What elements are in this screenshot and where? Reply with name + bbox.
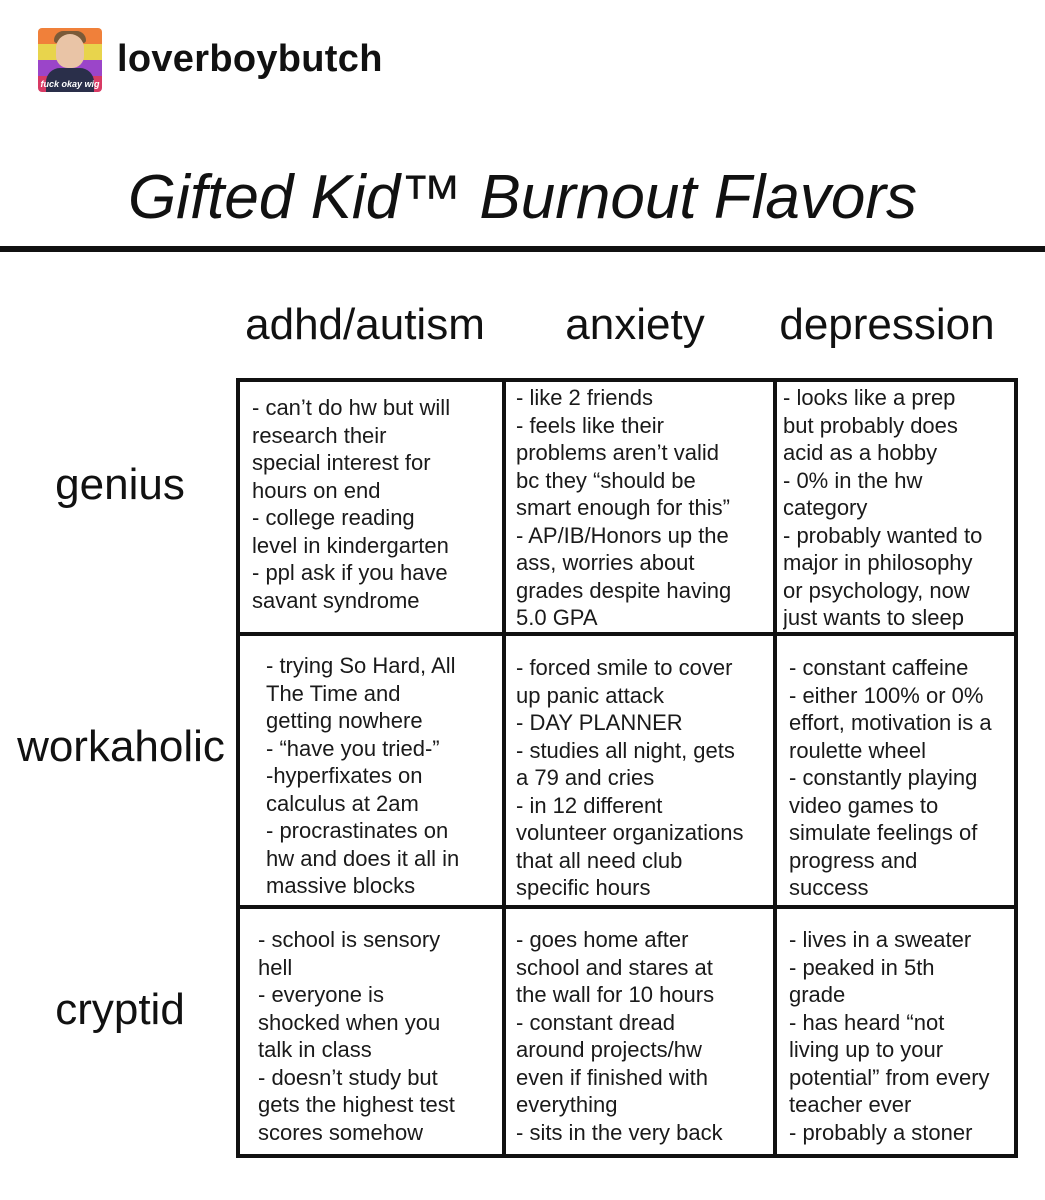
row-header-cryptid: cryptid <box>55 985 185 1034</box>
row-header-workaholic: workaholic <box>17 722 225 771</box>
burnout-grid <box>236 378 1018 1158</box>
grid-divider-horizontal-1 <box>240 632 1014 636</box>
avatar-face <box>56 34 84 68</box>
meme-title: Gifted Kid™ Burnout Flavors <box>127 163 918 232</box>
grid-divider-vertical-1 <box>502 382 506 1154</box>
grid-divider-vertical-2 <box>773 382 777 1154</box>
cell-genius-depression: - looks like a prep but probably does acid as a hobby - 0% in the hw category - probably wanted to major in philosophy or psychology, now just wants to sleep <box>783 385 983 630</box>
column-header-depression: depression <box>779 300 995 349</box>
cell-cryptid-depression: - lives in a sweater - peaked in 5th grade - has heard “not living up to your potential” from every teacher ever - probably a stoner <box>789 927 990 1145</box>
title-divider <box>0 246 1045 252</box>
row-header-genius: genius <box>55 460 185 509</box>
column-header-adhd-autism: adhd/autism <box>245 300 485 349</box>
grid-divider-horizontal-2 <box>240 905 1014 909</box>
cell-genius-anxiety: - like 2 friends - feels like their problems aren’t valid bc they “should be smart enough for this” - AP/IB/Honors up the ass, worries about grades despite having 5.0 GPA <box>516 385 732 630</box>
cell-workaholic-depression: - constant caffeine - either 100% or 0% effort, motivation is a roulette wheel - constantly playing video games to simulate feelings of progress and success <box>789 655 992 900</box>
cell-cryptid-adhd-autism: - school is sensory hell - everyone is shocked when you talk in class - doesn’t study but gets the highest test scores somehow <box>258 927 455 1145</box>
cell-workaholic-anxiety: - forced smile to cover up panic attack - DAY PLANNER - studies all night, gets a 79 and cries - in 12 different volunteer organizations that all need club specific hours <box>516 655 744 900</box>
column-header-anxiety: anxiety <box>565 300 705 349</box>
cell-workaholic-adhd-autism: - trying So Hard, All The Time and getting nowhere - “have you tried-” -hyperfixates on calculus at 2am - procrastinates on hw and does it all in massive blocks <box>266 653 460 898</box>
meme-image <box>0 130 1045 1200</box>
username[interactable]: loverboybutch <box>117 38 383 80</box>
post-header <box>0 0 1045 130</box>
cell-cryptid-anxiety: - goes home after school and stares at the wall for 10 hours - constant dread around projects/hw even if finished with everything - sits in the very back <box>516 927 723 1145</box>
cell-genius-adhd-autism: - can’t do hw but will research their special interest for hours on end - college reading level in kindergarten - ppl ask if you have savant syndrome <box>252 395 451 613</box>
avatar[interactable] <box>38 28 102 92</box>
avatar-tag: fuck okay wig <box>40 79 100 89</box>
